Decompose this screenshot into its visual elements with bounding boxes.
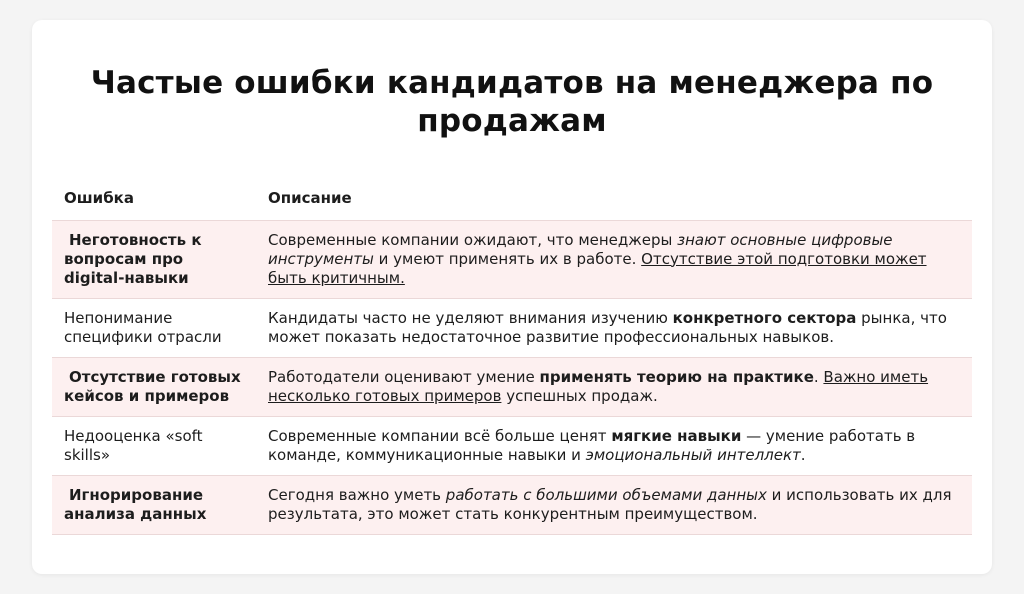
description-text: Современные компании всё больше ценят [268, 426, 612, 445]
description-text: Работодатели оценивают умение [268, 367, 540, 386]
description-text: и использовать их для результата, это может стать конкурентным преимуществом. [268, 485, 952, 523]
table-row [52, 416, 972, 475]
error-label: Игнорирование анализа данных [64, 485, 207, 523]
column-header-error: Ошибка [64, 189, 134, 208]
description-text: — умение работать в команде, коммуникационные навыки и [268, 426, 916, 464]
description-text: . [813, 367, 824, 386]
description-cell [256, 416, 972, 475]
content-card [32, 20, 992, 574]
description-text: рынка, что может показать недостаточное развитие профессиональных навыков. [268, 308, 947, 346]
description-bold: применять теорию на практике [539, 367, 814, 386]
table-row [52, 357, 972, 416]
description-text: Кандидаты часто не уделяют внимания изучению [268, 308, 673, 327]
description-bold: мягкие навыки [611, 426, 742, 445]
description-text: . [800, 445, 806, 464]
description-italic: эмоциональный интеллект [585, 445, 801, 464]
description-cell [256, 475, 972, 534]
table-row [52, 220, 972, 298]
description-italic: знают основные цифровые инструменты [268, 230, 893, 268]
error-cell: Недооценка «soft skills» [52, 416, 256, 475]
description-underlined: Важно иметь несколько готовых примеров [268, 367, 929, 405]
error-cell [52, 475, 256, 534]
description-text: Современные компании ожидают, что менеджеры [268, 230, 678, 249]
error-label: Отсутствие готовых кейсов и примеров [64, 367, 241, 405]
error-label: Неготовность к вопросам про digital-навыки [64, 230, 202, 287]
mistakes-table [52, 178, 972, 535]
description-cell [256, 298, 972, 357]
description-italic: работать с большими объемами данных [445, 485, 767, 504]
description-text: Сегодня важно уметь [268, 485, 446, 504]
page-title: Частые ошибки кандидатов на менеджера по продажам [90, 65, 934, 139]
description-cell [256, 357, 972, 416]
column-header-description: Описание [268, 189, 352, 208]
description-bold: конкретного сектора [672, 308, 857, 327]
table-row [52, 475, 972, 534]
description-text: и умеют применять их в работе. [373, 249, 642, 268]
table-row [52, 298, 972, 357]
description-text: успешных продаж. [501, 386, 658, 405]
table-header-row [52, 178, 972, 220]
error-cell [52, 357, 256, 416]
description-underlined: Отсутствие этой подготовки может быть критичным. [268, 249, 927, 287]
error-cell: Непонимание специфики отрасли [52, 298, 256, 357]
description-cell [256, 220, 972, 298]
error-cell [52, 220, 256, 298]
